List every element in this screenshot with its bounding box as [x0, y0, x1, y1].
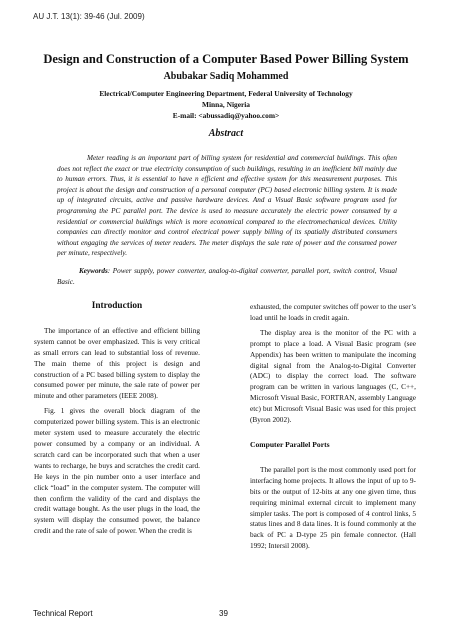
keywords-label: Keywords: [79, 267, 108, 275]
abstract-heading: Abstract: [208, 128, 244, 139]
author-name: Abubakar Sadiq Mohammed: [163, 71, 289, 82]
right-paragraph-2: The display area is the monitor of the PC with a prompt to place a load. A Visual Basic program (see Appendix) has been written to manipulate the incoming digital signal from the Analog-to-Digital Converter (ADC) to display the correct load. The software program can be written in various languages (C, C++, Microsoft Visual Basic, FORTRAN, assembly Language etc) but Microsoft Visual Basic was used for this project (Byron 2002).: [250, 327, 416, 425]
intro-paragraph-1: The importance of an effective and efficient billing system cannot be over emphasized. This is very critical as small errors can lead to substantial loss of revenue. The main theme of this project is design and construction of a PC based billing system to display the consumed power per minute, the sale rate of power per minute and other parameters (IEEE 2008).: [34, 325, 200, 401]
right-paragraph-1: exhausted, the computer switches off power to the user’s load until he loads in credit again.: [250, 302, 416, 322]
intro-paragraph-2: Fig. 1 gives the overall block diagram of the computerized power billing system. This is an electronic meter system used to measure accurately the electric power consumed by a company or an individual. A scratch card can be incorporated such that when a user wants to recharge, he buys and scratches the credit card. He keys in the pin number onto a user interface and click “load” in the computer system. The computer will then confirm the validity of the card and displays the credit wattage bought. As the user plugs in the load, the system will display the consumed power, the balance credit and the rate of sale of power. When the credit is: [34, 406, 200, 536]
affiliation-email: E-mail: <abussadiq@yahoo.com>: [172, 111, 280, 120]
left-column: [34, 301, 200, 541]
subsection-heading-parallel-ports: Computer Parallel Ports: [250, 439, 330, 449]
keywords: [57, 266, 397, 287]
affiliation-department: Electrical/Computer Engineering Department, Federal University of Technology: [99, 89, 353, 98]
right-column: [250, 302, 416, 556]
abstract-text: Meter reading is an important part of billing system for residential and commercial buildings. This often does not reflect the exact or true electricity consumption of such buildings, resulting in an inefficient bill mainly due to human errors. Thus, it is essential to have n efficient and effective system for this measurement purposes. This project is about the design and construction of a personal computer (PC) based electronic billing system. It is made up of integrated circuits, active and passive hardware devices. And a Visual Basic software program used for programming the PC parallel port. The device is used to measure accurately the electric power consumed by a residential or commercial buildings which is more economical compared to the electromechanical devices. Utility companies can directly monitor and control electrical power supply billing of its spatially distributed consumers without engaging the services of meter readers. The meter displays the sale rate of power and the consumed power per minute, respectively.: [57, 154, 397, 258]
footer-label: Technical Report: [33, 609, 93, 618]
affiliation: [0, 88, 452, 121]
section-heading-introduction: Introduction: [91, 301, 143, 311]
journal-citation: AU J.T. 13(1): 39-46 (Jul. 2009): [33, 12, 145, 21]
keywords-text: : Power supply, power converter, analog-to-digital converter, parallel port, switch control, Visual Basic.: [57, 267, 397, 286]
page-number: 39: [219, 609, 228, 618]
affiliation-location: Minna, Nigeria: [201, 100, 251, 109]
paper-title: Design and Construction of a Computer Based Power Billing System: [43, 52, 409, 66]
right-paragraph-3: The parallel port is the most commonly used port for interfacing home projects. It allows the input of up to 9-bits or the output of 12-bits at any one given time, thus requiring minimal external circuit to implement many simpler tasks. The port is composed of 4 control links, 5 status lines and 8 data lines. It is found commonly at the back of PC a D-type 25 pin female connector. (Hall 1992; Intersil 2008).: [250, 464, 416, 551]
